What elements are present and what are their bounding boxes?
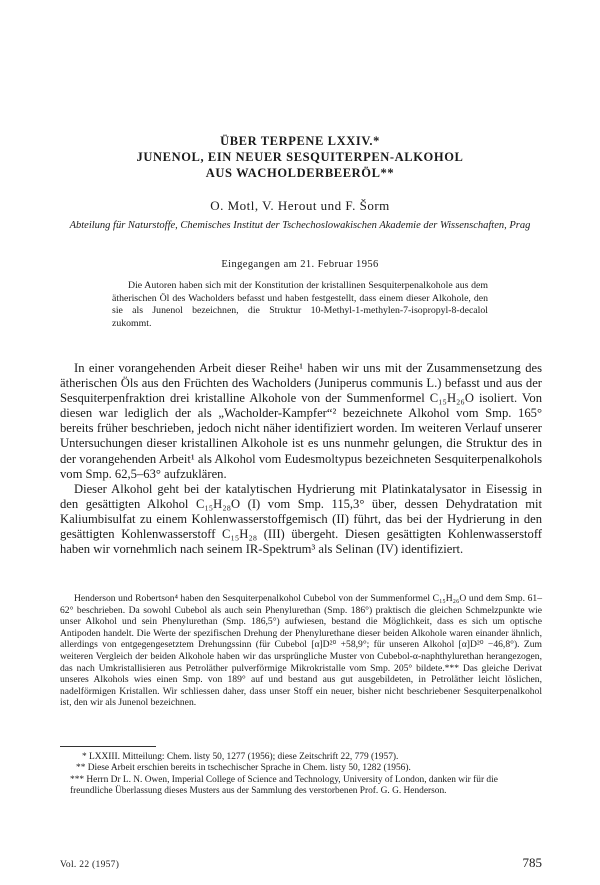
page-number: 785 (522, 855, 542, 870)
footnote-rule (60, 746, 156, 747)
affiliation: Abteilung für Naturstoffe, Chemisches Institut der Tschechoslowakischen Akademie der Wissenschaften, Prag (69, 220, 531, 231)
small-print-paragraph: Henderson und Robertson⁴ haben den Sesquiterpenalkohol Cubebol von der Summenformel C₁₅H₂₆O und dem Smp. 61–62° beschrieben. Da sowohl Cubebol als auch sein Phenylurethan (Smp. 186°) praktisch die gleichen Schmelzpunkte wie unser Alkohol und sein Phenylurethan (Smp. 186,5°) aufwiesen, bestand die Möglichkeit, dass es sich um optische Antipoden handelt. Die Werte der spezifischen Drehung der Phenylurethane dieser beiden Alkohole waren einander ähnlich, allerdings von entgegengesetztem Drehungssinn (für Cubebol [α]D²⁰ +58,9°; für unseren Alkohol [α]D²⁰ −46,8°). Zum weiteren Vergleich der beiden Alkohole haben wir das ursprüngliche Muster von Cubebol-α-naphthylurethan herangezogen, das nach Umkristallisieren aus Petroläther pulverförmige Mikrokristalle vom Smp. 205° bildete.*** Das gleiche Derivat unseres Alkohols wies einen Smp. von 189° auf und bestand aus gut ausgebildeten, in Petroläther leicht löslichen, nadelförmigen Kristallen. Wir schliessen daher, dass unser Stoff ein neuer, bisher nicht beschriebener Sesquiterpenalkohol ist, den wir als Junenol bezeichnen. (60, 593, 542, 709)
paragraph-2: Dieser Alkohol geht bei der katalytischen Hydrierung mit Platinkatalysator in Eisessig in den gesättigten Alkohol C₁₅H₂₈O (I) vom Smp. 115,3° über, dessen Dehydratation mit Kaliumbisulfat zu einem Kohlenwasserstoffgemisch (II) führt, das bei der Hydrierung in den gesättigten Kohlenwasserstoff C₁₅H₂₈ (III) übergeht. Diesen gesättigten Kohlenwasserstoff haben wir vornehmlich nach seinem IR-Spektrum³ als Selinan (IV) identifiziert. (60, 481, 542, 557)
received-date: Eingegangen am 21. Februar 1956 (221, 259, 379, 270)
footnotes (60, 752, 542, 798)
main-text (60, 361, 542, 557)
title-line-2: JUNENOL, EIN NEUER SESQUITERPEN-ALKOHOL (136, 150, 464, 164)
authors: O. Motl, V. Herout und F. Šorm (210, 198, 390, 213)
abstract: Die Autoren haben sich mit der Konstitution der kristallinen Sesquiterpenalkohole aus dem ätherischen Öl des Wacholders befasst und haben festgestellt, dass einem dieser Alkohole, den sie als Junenol bezeichnen, die Struktur 10-Methyl-1-methylen-7-isopropyl-8-decalol zukommt. (112, 280, 488, 329)
footnote-3: *** Herrn Dr L. N. Owen, Imperial College of Science and Technology, University of London, danken wir für die freundliche Überlassung dieses Musters aus der Sammlung des verstorbenen Prof. G. G. Henderson. (70, 774, 498, 797)
footnote-1: * LXXIII. Mitteilung: Chem. listy 50, 1277 (1956); diese Zeitschrift 22, 779 (1957). (82, 752, 399, 762)
volume-info: Vol. 22 (1957) (60, 860, 120, 870)
title-line-3: AUS WACHOLDERBEERÖL** (205, 166, 395, 180)
footnote-2: ** Diese Arbeit erschien bereits in tschechischer Sprache in Chem. listy 50, 1282 (1956). (76, 763, 411, 774)
title-line-1: ÜBER TERPENE LXXIV.* (220, 134, 380, 148)
paragraph-1: In einer vorangehenden Arbeit dieser Reihe¹ haben wir uns mit der Zusammensetzung des ätherischen Öls aus den Früchten des Wacholders (Juniperus communis L.) befasst und aus der Sesquiterpenfraktion drei kristalline Alkohole von der Summenformel C₁₅H₂₆O isoliert. Von diesen war lediglich der als „Wacholder-Kampfer“² bezeichnete Alkohol vom Smp. 165° bereits früher beschrieben, jedoch nicht näher identifiziert worden. Im weiteren Verlauf unserer Untersuchungen dieser kristallinen Alkohole ist es uns nunmehr gelungen, die Struktur des in der vorangehenden Arbeit¹ als Alkohol vom Eudesmoltypus bezeichneten Sesquiterpenalkohols vom Smp. 62,5–63° aufzuklären. (60, 361, 542, 481)
article-title (0, 133, 600, 181)
